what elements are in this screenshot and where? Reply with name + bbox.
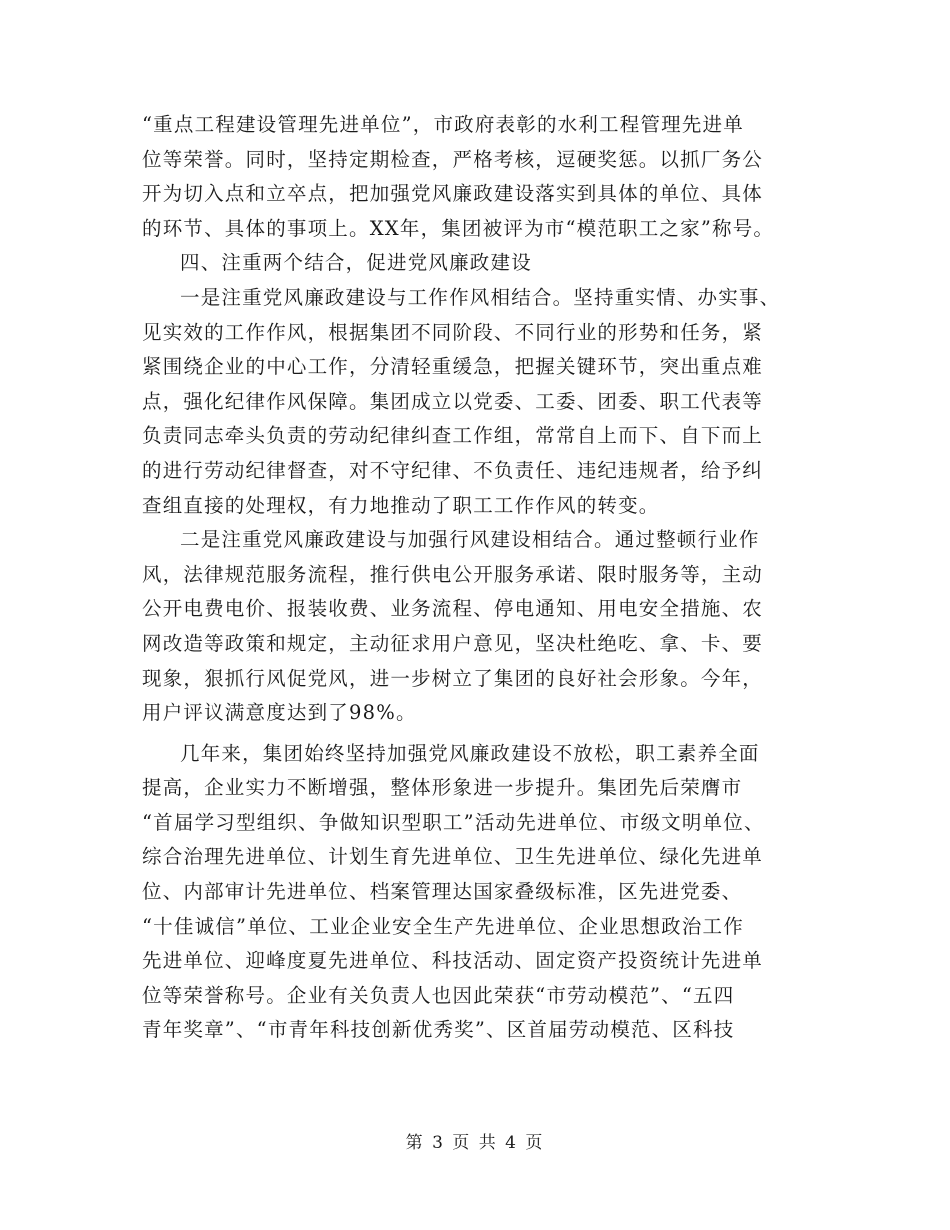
text-line: “首届学习型组织、争做知识型职工”活动先进单位、市级文明单位、 (142, 810, 765, 834)
text-line: “重点工程建设管理先进单位”，市政府表彰的水利工程管理先进单 (142, 113, 744, 136)
text-line: 公开电费电价、报装收费、业务流程、停电通知、用电安全措施、农 (142, 597, 764, 621)
section-heading: 四、注重两个结合，促进党风廉政建设 (180, 251, 532, 275)
text-line: 点，强化纪律作风保障。集团成立以党委、工委、团委、职工代表等 (142, 389, 764, 413)
text-line: 位等荣誉。同时，坚持定期检查，严格考核，逗硬奖惩。以抓厂务公 (142, 147, 764, 171)
text-line: 网改造等政策和规定，主动征求用户意见，坚决杜绝吃、拿、卡、要 (142, 631, 764, 655)
text-line: “十佳诚信”单位、工业企业安全生产先进单位、企业思想政治工作 (142, 914, 744, 938)
document-body (142, 108, 814, 1048)
text-line: 用户评议满意度达到了98%。 (142, 701, 417, 725)
text-line: 查组直接的处理权，有力地推动了职工工作作风的转变。 (142, 493, 660, 517)
text-line: 提高，企业实力不断增强，整体形象进一步提升。集团先后荣膺市 (142, 776, 743, 800)
text-line: 的环节、具体的事项上。XX年，集团被评为市“模范职工之家”称号。 (142, 216, 775, 240)
text-line: 风，法律规范服务流程，推行供电公开服务承诺、限时服务等，主动 (142, 562, 764, 586)
text-line: 负责同志牵头负责的劳动纪律纠查工作组，常常自上而下、自下而上 (142, 424, 764, 448)
page-footer (0, 1128, 950, 1153)
text-line: 青年奖章”、“市青年科技创新优秀奖”、区首届劳动模范、区科技 (142, 1018, 735, 1042)
text-line: 紧围绕企业的中心工作，分清轻重缓急，把握关键环节，突出重点难 (142, 355, 764, 379)
paragraph-start: 二是注重党风廉政建设与加强行风建设相结合。通过整顿行业作 (180, 528, 760, 552)
text-line: 综合治理先进单位、计划生育先进单位、卫生先进单位、绿化先进单 (142, 845, 764, 869)
text-line: 位等荣誉称号。企业有关负责人也因此荣获“市劳动模范”、“五四 (142, 983, 735, 1007)
text-line: 见实效的工作作风，根据集团不同阶段、不同行业的形势和任务，紧 (142, 320, 764, 344)
paragraph-start: 一是注重党风廉政建设与工作作风相结合。坚持重实情、办实事、 (180, 285, 781, 309)
text-line: 开为切入点和立卒点，把加强党风廉政建设落实到具体的单位、具体 (142, 182, 764, 206)
paragraph-start: 几年来，集团始终坚持加强党风廉政建设不放松，职工素养全面 (180, 741, 760, 765)
page-number-label: 第 3 页 共 4 页 (405, 1133, 545, 1153)
text-line: 现象，狠抓行风促党风，进一步树立了集团的良好社会形象。今年， (142, 666, 764, 690)
text-line: 的进行劳动纪律督查，对不守纪律、不负责任、违纪违规者，给予纠 (142, 458, 764, 482)
text-line: 位、内部审计先进单位、档案管理达国家叠级标准，区先进党委、 (142, 880, 743, 904)
text-line: 先进单位、迎峰度夏先进单位、科技活动、固定资产投资统计先进单 (142, 949, 764, 973)
